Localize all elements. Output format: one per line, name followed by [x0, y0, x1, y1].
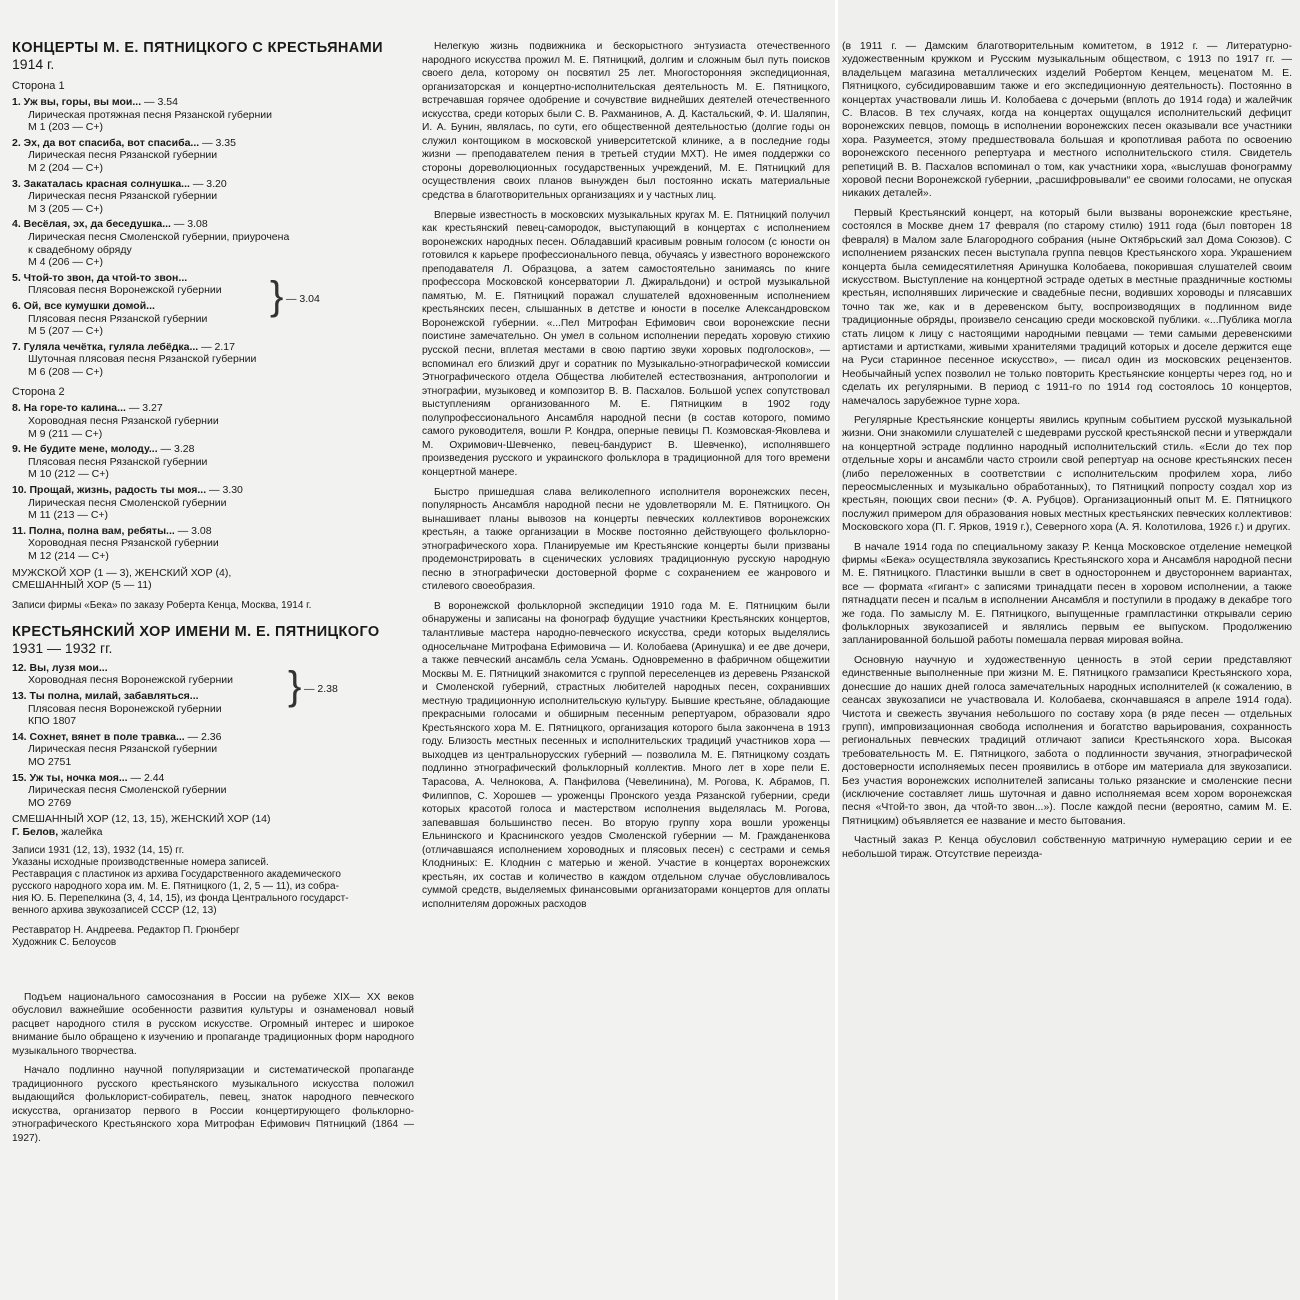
track: 3. Закаталась красная солнушка... — 3.20 Лирическая песня Рязанской губернии М 3 (205 — С+): [12, 177, 227, 215]
choirs-line: МУЖСКОЙ ХОР (1 — 3), ЖЕНСКИЙ ХОР (4),: [12, 566, 232, 579]
paragraph: Нелегкую жизнь подвижника и бескорыстного энтузиаста отечественного народного искусства прожил М. Е. Пятницкий, долгим и сложным был путь поисков своего дела, которому он посвятил 25 лет. Многосторонняя экспедиционная, организаторская и концертно-исполнительская деятельность М. Е. Пятницкого, встречавшая горячее одобрение и сочувствие виднейших деятелей отечественного искусства, среди которых были С. В. Рахманинов, А. Д. Кастальский, Ф. И. Шаляпин, И. А. Бунин, являлась, по сути, его общественной деятельностью (долгие годы он служил контощиком в московской университетской клинике, а в последние годы жизни — преподавателем пения в третьей студии МХТ). Не имея поддержки со стороны дореволюционных государственных учреждений, М. Е. Пятницкий для осуществления своих планов вынужден был постоянно искать материальные средства в благотворительных организациях и у частных лиц.: [422, 41, 830, 202]
track: 1. Уж вы, горы, вы мои... — 3.54 Лирическая протяжная песня Рязанской губернии М 1 (203 — С+): [12, 96, 273, 134]
track: 12. Вы, лузя мои... Хороводная песня Воронежской губернии: [12, 661, 233, 687]
paragraph: В начале 1914 года по специальному заказу Р. Кенца Московское отделение немецкой фирмы «Бека» осуществляла звукозапись Крестьянского хора и Ансамбля народной песни М. Е. Пятницкого. Пластинки вышли в свет в одностороннем и двустороннем вариантах, все — формата «гигант» с записями тринадцати песен в хоровом исполнении, а также пятнадцати песен и псальм в исполнении Ансамбля и поступили в продажу в декабре того же года. По замыслу М. Е. Пятницкого, выпущенные грампластинки открывали серию фольклорных звукозаписей и являлись первым ее выпуском. Продолжению запланированной большой работы помешала первая мировая война.: [842, 540, 1292, 647]
recording-note: Записи фирмы «Бека» по заказу Роберта Кенца, Москва, 1914 г.: [12, 599, 312, 611]
notes: Записи 1931 (12, 13), 1932 (14, 15) гг. Указаны исходные производственные номера записей. Реставрация с пластинок из архива Государственного академического русского народного хора им. М. Е. Пятницкого (1, 2, 5 — 11), из собра- ния Ю. Б. Перепелкина (3, 4, 14, 15), из фонда Центрального государст- венного архива звукозаписей СССР (12, 13): [12, 844, 349, 916]
column-3: [842, 40, 1292, 1290]
track: 13. Ты полна, милай, забавляться... Плясовая песня Воронежской губернии КПО 1807: [12, 689, 222, 728]
choirs-line: СМЕШАННЫЙ ХОР (5 — 11): [12, 579, 152, 592]
paragraph: Первый Крестьянский концерт, на который были вызваны воронежские крестьяне, состоялся в Москве днем 17 февраля (по старому стилю) 1911 года (был повторен 18 февраля) в Малом зале Благородного собрания (ныне Октябрьский зал Дома Союзов). С исполнением рязанских песен выступала группа певцов Крестьянского хора. Украшением концерта была семидесятилетняя Аринушка Колобаева, покорившая слушателей своим искусством. Выступление на концертной эстраде одетых в местные праздничные костюмы крестьян, исполнявших лирические и свадебные песни, водивших хороводы и плясавших точно так же, как и в деревенском быту, воспроизводящих в подлинном виде традиционные обряды, произвело сенсацию среди московской публики. «...Публика могла стать лицом к лицу с настоящими народными певцами — теми самыми деревенскими артистами и артистками, живыми хранителями традиций которых и доселе держится еще на Руси старинное песенное искусство», — писал один из московских рецензентов. Необычайный успех позволил не только повторить Крестьянские концерты через год, но и сделать их регулярными. В период с 1911-го по 1914 год состоялось 10 концертов, намечалось зарубежное турне хора.: [842, 206, 1292, 407]
track-group-12-13: [12, 662, 414, 728]
credits: Реставратор Н. Андреева. Редактор П. Грюнберг Художник С. Белоусов: [12, 924, 240, 948]
brace: }: [270, 273, 284, 318]
track: 5. Чтой-то звон, да чтой-то звон... Плясовая песня Воронежской губернии: [12, 271, 222, 297]
track: 2. Эх, да вот спасиба, вот спасиба... — 3.35 Лирическая песня Рязанской губернии М 2 (204 — С+): [12, 136, 236, 174]
track: 11. Полна, полна вам, ребяты... — 3.08 Хороводная песня Рязанской губернии М 12 (214 — С+): [12, 524, 219, 562]
section2-title: КРЕСТЬЯНСКИЙ ХОР ИМЕНИ М. Е. ПЯТНИЦКОГО: [12, 623, 380, 640]
choirs-line: СМЕШАННЫЙ ХОР (12, 13, 15), ЖЕНСКИЙ ХОР (14): [12, 813, 271, 826]
paragraph: В воронежской фольклорной экспедиции 1910 года М. Е. Пятницким были обнаружены и записаны на фонограф будущие участники Крестьянских концертов, талантливые мастера народно-певческого искусства, среди которых выделялись односельчане Митрофана Ефимовича — И. Колобаева (Аринушка) и ее две дочери, а также певческий ансамбль села Усмань. Одновременно в фабричном общежитии Москвы М. Е. Пятницкий знакомится с группой переселенцев из деревень Рязанской и Смоленской губерний, страстных любителей народных песен, сохранивших местную традиционную исполнительскую культуру. Бывшие крестьяне, обладающие прекрасными голосами и обширным песенным репертуаром, образовали ядро Крестьянского хора М. Е. Пятницкого, организация которого была закончена в 1913 году. Близость местных песенных и исполнительских традиций участников хора — выходцев из центральнорусских губерний — позволила М. Е. Пятницкому создать подлинно этнографический фольклорный коллектив. Много лет в хоре пели Е. Тарасова, А. Челнокова, А. Панфилова (Чевелинина), М. Рогова, К. Абрамов, П. Филиппов, С. Хорошев — уроженцы Пронского уезда Рязанской губернии, среди которых красотой голоса и мастерством исполнения выделялась М. Рогова, запевавшая большинство песен. Во вторую группу хора вошли уроженцы Ельнинского и Краснинского уездов Смоленской губернии — М. Гражданенкова (отличавшаяся исполнением хороводных и плясовых песен) с сестрами и семья Клодниных: Е. Клоднин с матерью и женой. Участие в концертах воронежских крестьян, их состав и количество в каждом отдельном случае обусловливалось суммой средств, выделяемых финансовыми организаторами концертов для оплаты исполнителям дорожных расходов: [422, 600, 830, 910]
section1-title: КОНЦЕРТЫ М. Е. ПЯТНИЦКОГО С КРЕСТЬЯНАМИ: [12, 40, 383, 56]
track: 7. Гуляла чечётка, гуляла лебёдка... — 2.17 Шуточная плясовая песня Рязанской губернии М 6 (208 — С+): [12, 340, 257, 378]
paragraph: Начало подлинно научной популяризации и систематической пропаганде традиционного русского крестьянского музыкального искусства положил выдающийся фольклорист-собиратель, певец, знаток народного певческого искусства, организатор первого в России концертирующего фольклорно-этнографического Крестьянского хора Митрофан Ефимович Пятницкий (1864 — 1927).: [12, 1065, 414, 1144]
paragraph: Регулярные Крестьянские концерты явились крупным событием русской музыкальной жизни. Они знакомили слушателей с шедеврами русской крестьянской песни и утверждали на концертной эстраде подлинно народный исполнительский стиль. «Если до тех пор отдельные хоры и ансамбли часто строили свой репертуар на основе крестьянских песен (либо переложенных в соответствии с исполнительским профилем хора, либо переосмысленных и музыкально обработанных), то Пятницкий попросту создал хор из крестьян, поющих свои песни» (Ф. А. Рубцов). Организационный опыт М. Е. Пятницкого послужил примером для образования новых местных крестьянских певческих коллективов: Московского хора (П. Г. Ярков, 1919 г.), Северного хора (А. Я. Колотилова, 1926 г.) и других.: [842, 413, 1292, 534]
section1-year: 1914 г.: [12, 56, 55, 72]
paragraph: Подъем национального самосознания в России на рубеже XIX— XX веков обусловил важнейшие особенности развития культуры и ознаменовал новый расцвет народного стиля в русском искусстве. Огромный интерес и широкое внимание было обращено к изучению и пропаганде традиционных форм народного музыкального творчества.: [12, 991, 414, 1057]
track: 6. Ой, все кумушки домой... Плясовая песня Рязанской губернии М 5 (207 — С+): [12, 299, 208, 338]
column-1: [12, 40, 414, 1290]
track: 15. Уж ты, ночка моя... — 2.44 Лирическая песня Смоленской губернии МО 2769: [12, 771, 227, 809]
group-duration: — 2.38: [304, 682, 338, 695]
side1-label: Сторона 1: [12, 80, 65, 92]
track: 9. Не будите мене, молоду... — 3.28 Плясовая песня Рязанской губернии М 10 (212 — С+): [12, 443, 208, 481]
paragraph: Быстро пришедшая слава великолепного исполнителя воронежских песен, популярность Ансамбля народной песни не удовлетворяли М. Е. Пятницкого. Он вынашивает планы вывозов на концерты певческих коллективов воронежских крестьян, а также организации в Москве постоянно действующего фольклорно-этнографического хора. Планируемые им Крестьянские концерты были призваны продемонстрировать в сценических условиях традиционную русскую народную песню в этнографически достоверной форме с сохранением ее жанрового и стилевого своеобразия.: [422, 486, 830, 593]
track: 4. Весёлая, эх, да беседушка... — 3.08 Лирическая песня Смоленской губернии, приурочена к свадебному обряду М 4 (206 — С+): [12, 218, 290, 269]
performer-line: Г. Белов, жалейка: [12, 825, 103, 838]
section2-year: 1931 — 1932 гг.: [12, 639, 113, 656]
paragraph: (в 1911 г. — Дамским благотворительным комитетом, в 1912 г. — Литературно-художественным кружком и Русским музыкальным обществом, с 1913 по 1917 гг. — владельцем магазина металлических изделий Робертом Кенцем, меценатом М. Е. Пятницкого, субсидировавшим также и его экспедиционную деятельность). Постоянно в концертах участвовали лишь И. Колобаева с дочерьми (вплоть до 1914 года) и жалейчик С. Власов. В тех случаях, когда на концертах ощущался исполнительский дефицит воронежских певцов, помощь в исполнении воронежских песен оказывали все участники хора. Разумеется, этому предшествовала большая и кропотливая работа по освоению воронежского песенного репертуара и местного исполнительского стиля. Свидетель репетиций В. В. Пасхалов вспоминал о том, как участники хора, «выслушав фонограмму хоровой песни Воронежской губернии, „расшифровывали“ ее своими голосами, не опуская никаких деталей».: [842, 40, 1292, 200]
side2-label: Сторона 2: [12, 386, 65, 399]
paragraph: Основную научную и художественную ценность в этой серии представляют единственные выполненные при жизни М. Е. Пятницкого грамзаписи Крестьянского хора, донесшие до наших дней голоса замечательных народных исполнителей (к сожалению, в сеансах звукозаписи не участвовала И. Колобаева, скончавшаяся в апреле 1914 года). Чистота и свежесть звучания небольшого по составу хора (в ряде песен — отдельных групп), импровизационная свобода исполнения и богатство варьирования, сохранность региональных певческих традиций отличают записи Крестьянского хора. Высокая требовательность М. Е. Пятницкого, забота о подлинности звучания, этнографической достоверности исполняемых песен проявились в отборе им материала для звукозаписи. Без участия воронежских исполнителей записаны только рязанские и смоленские песни (исключение составляет лишь шуточная и давно исполняемая всем хором воронежская песня «Чтой-то звон, да чтой-то звон...»). После каждой песни (вероятно, самим М. Е. Пятницким) объявляется ее название и место бытования.: [842, 653, 1292, 827]
track-group-5-6: [12, 272, 414, 338]
column-2: [422, 40, 830, 1290]
track: 14. Сохнет, вянет в поле травка... — 2.36 Лирическая песня Рязанской губернии МО 2751: [12, 730, 222, 768]
paragraph: Частный заказ Р. Кенца обусловил собственную матричную нумерацию серии и ее небольшой тираж. Отсутствие переизда-: [842, 834, 1292, 860]
track: 8. На горе-то калина... — 3.27 Хороводная песня Рязанской губернии М 9 (211 — С+): [12, 402, 219, 440]
group-duration: — 3.04: [286, 292, 320, 305]
paragraph: Впервые известность в московских музыкальных кругах М. Е. Пятницкий получил как крестьянский певец-самородок, выступающий в концертах с исполнением воронежских народных песен. Обладавший красивым ровным голосом (с юности он готовился к карьере профессионального певца, обучаясь у известного воронежского преподавателя Л. Образцова, а затем самостоятельно занимаясь по книге профессора Московской консерватории Л. Джиральдони) и острой музыкальной памятью, М. Е. Пятницкий поражал слушателей вдохновенным исполнением крестьянских песен, слышанных в детстве и юности в поселке Александровском Воронежской губернии. «...Пел Митрофан Ефимович свои воронежские песни поистине замечательно. Он умел в сольном исполнении передать хоровую стихию русской песни, вплетая местами в свою партию звуки хоровых подголосков», — вспоминал его близкий друг и соратник по Музыкально-этнографической комиссии Этнографического отдела Общества любителей естествознания, антропологии и этнографии, музыковед и композитор В. В. Пасхалов. Большой успех сопутствовал выступлениям организованного М. Е. Пятницким в 1902 году полупрофессионального Ансамбля народной песни (в состав которого, помимо самого руководителя, вошли Р. Кондра, оперные певицы П. Козмовская-Яковлева и М. Охримович-Шевченко, певец-бандурист В. Шевченко), исполнявшего произведения русского и украинского фольклора в традиционной для того времени концертной манере.: [422, 209, 830, 478]
track: 10. Прощай, жизнь, радость ты моя... — 3.30 Лирическая песня Смоленской губернии М 11 (213 — С+): [12, 484, 243, 522]
brace: }: [288, 663, 302, 708]
